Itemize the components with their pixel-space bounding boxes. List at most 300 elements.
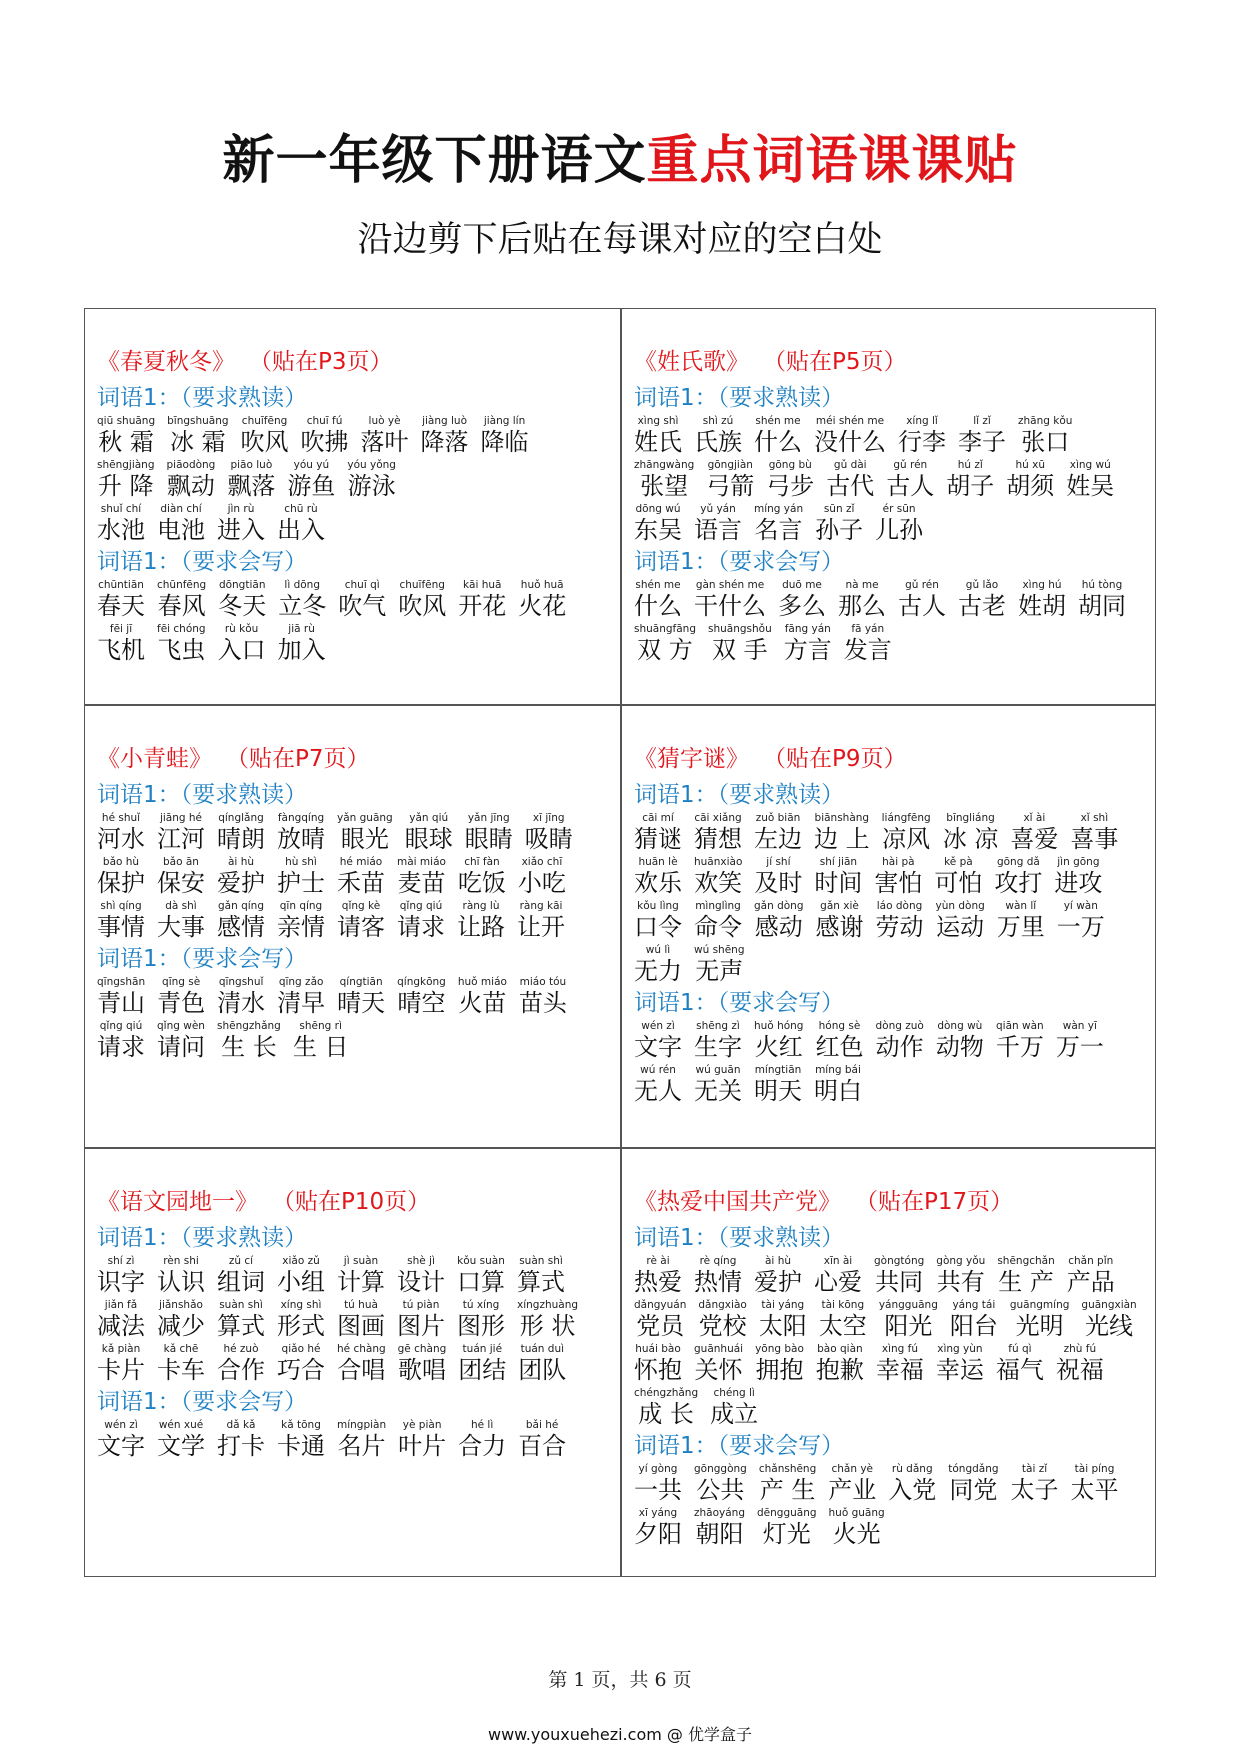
word-pinyin: chǎnshēng — [758, 1463, 817, 1475]
word-row — [97, 414, 620, 457]
word-row — [634, 458, 1157, 501]
word-pinyin: wú rén — [640, 1064, 676, 1076]
word-pinyin: rù kǒu — [224, 623, 259, 635]
word-characters: 吹风 — [398, 592, 447, 620]
vocab-word — [815, 1019, 863, 1062]
lesson-title — [634, 742, 1157, 776]
word-pinyin: jiāng hé — [159, 812, 203, 824]
word-pinyin: ài hù — [765, 1255, 791, 1267]
title-black: 新一年级下册语文 — [222, 130, 647, 191]
word-characters: 公共 — [696, 1476, 745, 1504]
word-pinyin: hài pà — [882, 856, 915, 868]
vocab-word — [397, 1254, 445, 1297]
word-characters: 飞虫 — [157, 636, 206, 664]
vocab-word — [218, 622, 266, 665]
website-credit: www.youxuehezi.com @ 优学盒子 — [488, 1725, 752, 1744]
word-characters: 太平 — [1070, 1476, 1119, 1504]
word-characters: 弓步 — [766, 472, 815, 500]
vocab-word — [634, 1254, 682, 1297]
word-pinyin: xìng shì — [637, 415, 679, 427]
word-characters: 飞机 — [97, 636, 145, 664]
word-pinyin: fāng yán — [784, 623, 831, 635]
word-row — [97, 1342, 620, 1385]
word-characters: 古代 — [826, 472, 875, 500]
word-pinyin: qīngshuǐ — [218, 976, 264, 988]
word-characters: 一共 — [634, 1476, 682, 1504]
vocab-word — [277, 1298, 325, 1341]
word-characters: 放晴 — [277, 825, 325, 853]
word-characters: 火花 — [518, 592, 567, 620]
word-characters: 降落 — [420, 428, 469, 456]
vocab-word — [816, 899, 864, 942]
word-pinyin: shì qíng — [100, 900, 142, 912]
word-row — [634, 943, 1157, 986]
vocab-word — [694, 1254, 742, 1297]
word-pinyin: bīngliáng — [946, 812, 995, 824]
word-pinyin: xìng wú — [1069, 459, 1111, 471]
page-title — [0, 118, 1240, 193]
word-row — [634, 1063, 1157, 1106]
word-pinyin: xīn ài — [823, 1255, 853, 1267]
word-pinyin: shén me — [635, 579, 681, 591]
word-characters: 认识 — [157, 1268, 205, 1296]
word-characters: 太空 — [818, 1312, 867, 1340]
word-pinyin: ràng lù — [462, 900, 500, 912]
vocab-word — [886, 458, 934, 501]
word-characters: 图画 — [337, 1312, 385, 1340]
vocab-word — [405, 811, 453, 854]
vocab-word — [757, 1506, 817, 1549]
word-row — [634, 578, 1157, 621]
word-pinyin: gòngtóng — [874, 1255, 925, 1267]
vocab-word — [157, 899, 205, 942]
vocab-word — [755, 1342, 804, 1385]
vocab-word — [778, 578, 826, 621]
vocab-word — [97, 502, 145, 545]
word-pinyin: shuǐ chí — [100, 503, 142, 515]
word-pinyin: dǎngxiào — [698, 1299, 747, 1311]
word-characters: 卡片 — [97, 1356, 145, 1384]
word-characters: 形 状 — [519, 1312, 576, 1340]
word-pinyin: gǔ lǎo — [965, 579, 999, 591]
word-characters: 胡同 — [1078, 592, 1126, 620]
word-characters: 打卡 — [217, 1432, 265, 1460]
word-row — [634, 1506, 1157, 1549]
word-characters: 青色 — [157, 989, 206, 1017]
vocab-word — [217, 1418, 265, 1461]
word-characters: 无声 — [695, 957, 744, 985]
word-row — [97, 622, 620, 665]
vocab-word — [754, 502, 803, 545]
word-pinyin: kě pà — [944, 856, 973, 868]
vocab-word — [518, 855, 566, 898]
word-pinyin: qǐng qiú — [399, 900, 443, 912]
word-pinyin: hé miáo — [339, 856, 383, 868]
word-pinyin: kǎ piàn — [101, 1343, 141, 1355]
word-characters: 名片 — [337, 1432, 386, 1460]
word-pinyin: shēng zì — [696, 1020, 740, 1032]
lesson-title — [634, 1185, 1157, 1219]
word-pinyin: tú huà — [344, 1299, 378, 1311]
word-row — [97, 502, 620, 545]
word-pinyin: xìng fú — [881, 1343, 918, 1355]
word-pinyin: chūnfēng — [157, 579, 207, 591]
vocab-word — [814, 855, 862, 898]
word-characters: 幸运 — [935, 1356, 984, 1384]
word-row — [634, 1386, 1157, 1429]
word-pinyin: guāngmíng — [1009, 1299, 1070, 1311]
vocab-word — [634, 811, 682, 854]
word-pinyin: jiǎn fǎ — [104, 1299, 138, 1311]
vocab-word — [337, 899, 385, 942]
word-characters: 小吃 — [517, 869, 566, 897]
word-characters: 开花 — [458, 592, 507, 620]
word-characters: 灯光 — [762, 1520, 811, 1548]
vocab-word — [898, 578, 946, 621]
word-pinyin: xìng yùn — [937, 1343, 983, 1355]
vocab-word — [814, 414, 886, 457]
word-characters: 猜谜 — [634, 825, 682, 853]
word-characters: 共有 — [936, 1268, 985, 1296]
lesson-card — [85, 309, 620, 704]
word-characters: 爱护 — [217, 869, 265, 897]
vocab-word — [277, 1342, 325, 1385]
word-characters: 拥抱 — [755, 1356, 804, 1384]
word-pinyin: huān lè — [638, 856, 678, 868]
vocab-word — [1081, 1298, 1136, 1341]
word-pinyin: bào qiàn — [817, 1343, 863, 1355]
vocab-word — [634, 855, 682, 898]
vocab-word — [814, 1254, 862, 1297]
word-pinyin: qiǎo hé — [281, 1343, 321, 1355]
vocab-word — [97, 899, 145, 942]
vocab-word — [97, 811, 145, 854]
word-characters: 游泳 — [347, 472, 396, 500]
word-characters: 形式 — [277, 1312, 325, 1340]
word-pinyin: mìnglìng — [695, 900, 741, 912]
vocab-word — [634, 943, 682, 986]
word-pinyin: tài zǐ — [1021, 1463, 1048, 1475]
vocab-word — [97, 855, 145, 898]
word-characters: 吹气 — [338, 592, 387, 620]
word-characters: 生字 — [694, 1033, 742, 1061]
section-heading: 词语1：（要求会写） — [97, 1389, 308, 1415]
word-characters: 无关 — [694, 1077, 742, 1105]
word-characters: 进入 — [217, 516, 265, 544]
word-characters: 氏族 — [694, 428, 742, 456]
vocab-word — [157, 622, 206, 665]
word-characters: 文字 — [634, 1033, 682, 1061]
vocab-word — [278, 622, 326, 665]
vocab-word — [217, 855, 265, 898]
word-pinyin: wén zì — [104, 1419, 138, 1431]
word-characters: 名言 — [754, 516, 803, 544]
word-pinyin: wú lì — [645, 944, 671, 956]
word-row — [97, 899, 620, 942]
word-characters: 游鱼 — [287, 472, 336, 500]
word-pinyin: luò yè — [368, 415, 401, 427]
word-characters: 请求 — [397, 913, 445, 941]
word-pinyin: gǔ rén — [905, 579, 939, 591]
vocab-word — [816, 1342, 864, 1385]
word-pinyin: dà shì — [165, 900, 197, 912]
word-pinyin: jiǎnshǎo — [159, 1299, 203, 1311]
word-pinyin: xǐ ài — [1023, 812, 1046, 824]
word-row — [97, 1019, 620, 1062]
section-heading: 词语1：（要求熟读） — [634, 782, 845, 808]
word-characters: 百合 — [518, 1432, 567, 1460]
word-pinyin: kǎ chē — [163, 1343, 199, 1355]
word-characters: 那么 — [838, 592, 886, 620]
vocab-word — [519, 975, 567, 1018]
word-characters: 眼球 — [404, 825, 453, 853]
word-characters: 眼光 — [340, 825, 389, 853]
lesson-page-note: （贴在P9页） — [763, 746, 907, 772]
word-characters: 请求 — [97, 1033, 145, 1061]
word-pinyin: shēngzhǎng — [217, 1020, 281, 1032]
vocab-word — [518, 578, 566, 621]
lesson-page-note: （贴在P17页） — [855, 1189, 1014, 1215]
word-characters: 产 生 — [759, 1476, 816, 1504]
word-characters: 减少 — [157, 1312, 205, 1340]
word-pinyin: cāi mí — [642, 812, 674, 824]
word-characters: 可怕 — [934, 869, 983, 897]
vocab-word — [694, 855, 742, 898]
vocab-word — [398, 578, 446, 621]
word-characters: 古老 — [958, 592, 1006, 620]
word-pinyin: bīngshuāng — [167, 415, 229, 427]
word-pinyin: rè ài — [646, 1255, 670, 1267]
word-characters: 姓氏 — [634, 428, 682, 456]
word-characters: 江河 — [157, 825, 205, 853]
word-pinyin: huānxiào — [694, 856, 743, 868]
word-characters: 吹拂 — [300, 428, 349, 456]
word-characters: 保安 — [157, 869, 205, 897]
word-characters: 卡通 — [277, 1432, 325, 1460]
vocab-word — [634, 899, 682, 942]
word-row — [97, 1418, 620, 1461]
vocab-word — [634, 1298, 686, 1341]
word-pinyin: huǒ huā — [520, 579, 564, 591]
vocab-word — [875, 502, 923, 545]
vocab-word — [167, 458, 216, 501]
word-characters: 吸睛 — [524, 825, 573, 853]
word-characters: 升 降 — [97, 472, 154, 500]
lesson-title — [97, 1185, 620, 1219]
word-row — [97, 975, 620, 1018]
word-pinyin: wén xué — [158, 1419, 204, 1431]
word-pinyin: suàn shì — [519, 1255, 563, 1267]
word-characters: 清水 — [217, 989, 266, 1017]
vocab-word — [634, 502, 682, 545]
word-characters: 晴空 — [397, 989, 446, 1017]
lesson-name: 《猜字谜》 — [634, 746, 749, 772]
word-pinyin: fú qì — [1008, 1343, 1032, 1355]
vocab-word — [97, 1019, 145, 1062]
vocab-word — [337, 1342, 386, 1385]
word-pinyin: bǎi hé — [525, 1419, 559, 1431]
word-row — [634, 414, 1157, 457]
word-pinyin: xiǎo zǔ — [282, 1255, 320, 1267]
word-characters: 吹风 — [240, 428, 289, 456]
vocab-word — [1057, 899, 1105, 942]
word-pinyin: hú zǐ — [957, 459, 983, 471]
word-characters: 设计 — [397, 1268, 445, 1296]
word-pinyin: chéng lì — [713, 1387, 755, 1399]
vocab-word — [698, 1298, 746, 1341]
word-characters: 热爱 — [634, 1268, 682, 1296]
lesson-name: 《春夏秋冬》 — [97, 349, 235, 375]
word-pinyin: ràng kāi — [519, 900, 563, 912]
word-pinyin: tuán duì — [520, 1343, 565, 1355]
word-characters: 热情 — [694, 1268, 742, 1296]
word-characters: 减法 — [97, 1312, 145, 1340]
vocab-word — [157, 1342, 205, 1385]
word-pinyin: ài hù — [228, 856, 254, 868]
vocab-word — [898, 414, 946, 457]
word-pinyin: jì suàn — [343, 1255, 379, 1267]
vocab-word — [458, 1418, 506, 1461]
vocab-word — [217, 811, 265, 854]
vocab-word — [227, 458, 275, 501]
word-pinyin: qīng zǎo — [278, 976, 324, 988]
word-row — [634, 1019, 1157, 1062]
word-pinyin: qīngshān — [97, 976, 146, 988]
word-characters: 叶片 — [398, 1432, 447, 1460]
vocab-word — [754, 1254, 802, 1297]
vocab-word — [706, 458, 754, 501]
word-pinyin: chǎn yè — [831, 1463, 874, 1475]
word-characters: 合唱 — [337, 1356, 386, 1384]
word-pinyin: qíngkōng — [397, 976, 446, 988]
vocab-word — [694, 1019, 742, 1062]
word-row — [634, 502, 1157, 545]
word-pinyin: zhāngwàng — [634, 459, 695, 471]
lesson-card — [622, 1149, 1157, 1579]
word-pinyin: xìng hú — [1022, 579, 1062, 591]
word-pinyin: jiàng luò — [422, 415, 468, 427]
word-characters: 护士 — [277, 869, 325, 897]
word-pinyin: gōngjiàn — [707, 459, 753, 471]
word-pinyin: kǎ tōng — [281, 1419, 321, 1431]
word-pinyin: zhāng kǒu — [1018, 415, 1073, 427]
word-characters: 图形 — [457, 1312, 505, 1340]
vocab-word — [457, 899, 505, 942]
word-characters: 歌唱 — [397, 1356, 446, 1384]
word-pinyin: kǒu lìng — [637, 900, 679, 912]
word-pinyin: fēi chóng — [157, 623, 206, 635]
word-pinyin: xiǎo chī — [521, 856, 563, 868]
word-pinyin: chuīfēng — [241, 415, 288, 427]
vocab-word — [157, 855, 205, 898]
word-characters: 阳光 — [884, 1312, 933, 1340]
word-characters: 无力 — [634, 957, 682, 985]
lesson-card — [85, 706, 620, 1147]
vocab-word — [421, 414, 469, 457]
word-characters: 进攻 — [1054, 869, 1103, 897]
lesson-card — [622, 309, 1157, 704]
word-pinyin: shén me — [755, 415, 801, 427]
vocab-word — [347, 458, 396, 501]
lesson-name: 《小青蛙》 — [97, 746, 212, 772]
word-pinyin: yùn dòng — [935, 900, 985, 912]
vocab-word — [1010, 811, 1058, 854]
word-pinyin: zhāoyáng — [694, 1507, 745, 1519]
vocab-word — [518, 1418, 566, 1461]
word-characters: 保护 — [97, 869, 145, 897]
vocab-word — [337, 1298, 385, 1341]
vocab-word — [458, 578, 506, 621]
word-characters: 请客 — [337, 913, 385, 941]
vocab-word — [397, 975, 446, 1018]
vocab-word — [217, 1019, 281, 1062]
vocab-word — [337, 1254, 385, 1297]
word-pinyin: tuán jié — [462, 1343, 503, 1355]
vocab-word — [766, 458, 814, 501]
word-pinyin: láo dòng — [876, 900, 923, 912]
word-characters: 同党 — [949, 1476, 998, 1504]
vocab-word — [277, 502, 325, 545]
vocab-word — [997, 1254, 1054, 1297]
word-pinyin: xǐ shì — [1080, 812, 1109, 824]
word-characters: 团队 — [518, 1356, 567, 1384]
word-characters: 万里 — [996, 913, 1045, 941]
word-pinyin: hé shuǐ — [101, 812, 141, 824]
lesson-card — [622, 706, 1157, 1147]
word-pinyin: dōngtiān — [218, 579, 266, 591]
word-pinyin: jiàng lín — [483, 415, 526, 427]
vocab-word — [950, 1298, 998, 1341]
vocab-word — [784, 622, 832, 665]
word-pinyin: tú xíng — [462, 1299, 500, 1311]
word-characters: 识字 — [97, 1268, 145, 1296]
word-characters: 算式 — [217, 1312, 265, 1340]
word-pinyin: diàn chí — [160, 503, 202, 515]
vocab-word — [1067, 1254, 1115, 1297]
word-characters: 阳台 — [949, 1312, 998, 1340]
word-characters: 害怕 — [874, 869, 923, 897]
word-characters: 怀抱 — [634, 1356, 682, 1384]
vocab-word — [157, 975, 205, 1018]
vocab-word — [815, 502, 863, 545]
word-pinyin: gǎn xiè — [820, 900, 859, 912]
vocab-word — [634, 414, 682, 457]
word-characters: 什么 — [754, 428, 802, 456]
word-pinyin: dēngguāng — [757, 1507, 817, 1519]
vocab-word — [879, 1298, 938, 1341]
word-characters: 眼睛 — [464, 825, 513, 853]
vocab-word — [694, 811, 742, 854]
word-pinyin: liángfēng — [881, 812, 931, 824]
word-characters: 发言 — [843, 636, 892, 664]
word-characters: 劳动 — [875, 913, 924, 941]
word-characters: 苗头 — [518, 989, 567, 1017]
word-characters: 立冬 — [278, 592, 327, 620]
vocab-word — [458, 975, 507, 1018]
word-pinyin: kǒu suàn — [457, 1255, 505, 1267]
lesson-name: 《热爱中国共产党》 — [634, 1189, 841, 1215]
word-pinyin: gōng bù — [768, 459, 812, 471]
word-pinyin: míng bái — [815, 1064, 861, 1076]
word-characters: 合作 — [217, 1356, 265, 1384]
word-characters: 古人 — [886, 472, 935, 500]
vocab-word — [754, 811, 802, 854]
word-pinyin: mài miáo — [397, 856, 446, 868]
section-heading: 词语1：（要求熟读） — [634, 385, 845, 411]
word-characters: 什么 — [634, 592, 682, 620]
word-characters: 幸福 — [875, 1356, 924, 1384]
word-pinyin: qǐng kè — [341, 900, 381, 912]
